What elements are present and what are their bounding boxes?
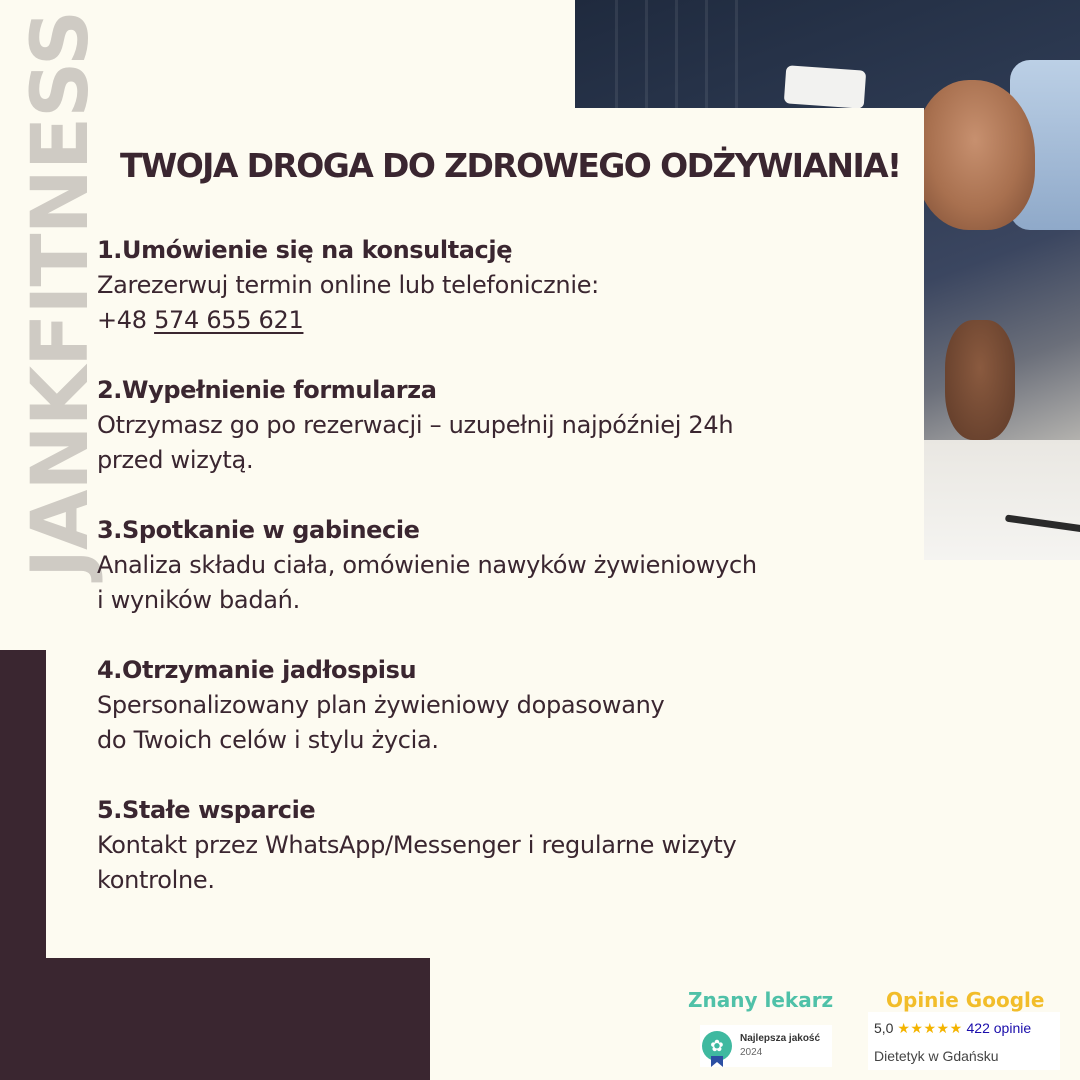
step-heading: 3.Spotkanie w gabinecie (97, 516, 420, 544)
step-1 (97, 232, 897, 338)
page-title: TWOJA DROGA DO ZDROWEGO ODŻYWIANIA! (120, 146, 901, 185)
step-4 (97, 652, 897, 758)
step-2 (97, 372, 897, 478)
brand-wordmark: JANKFITNESS (16, 10, 106, 578)
step-heading: 2.Wypełnienie formularza (97, 376, 437, 404)
business-category: Dietetyk w Gdańsku (874, 1048, 999, 1064)
google-reviews-title: Opinie Google (886, 988, 1045, 1012)
badge-year: 2024 (740, 1047, 763, 1058)
phone-link[interactable]: 574 655 621 (154, 306, 304, 334)
znany-lekarz-title: Znany lekarz (688, 988, 834, 1012)
badge-label: Najlepsza jakość (740, 1033, 821, 1044)
znany-lekarz-badge[interactable] (700, 1025, 832, 1067)
step-body: Spersonalizowany plan żywieniowy dopasowany do Twoich celów i stylu życia. (97, 691, 665, 754)
step-heading: 4.Otrzymanie jadłospisu (97, 656, 417, 684)
step-body: Otrzymasz go po rezerwacji – uzupełnij najpóźniej 24h przed wizytą. (97, 411, 734, 474)
decorative-plum-block (0, 958, 430, 1080)
step-heading: 1.Umówienie się na konsultację (97, 236, 513, 264)
flower-award-icon: ✿ (702, 1031, 732, 1061)
step-body: Zarezerwuj termin online lub telefonicznie: +48 574 655 621 (97, 271, 599, 334)
google-reviews-badge[interactable] (868, 1012, 1060, 1070)
step-5 (97, 792, 897, 898)
rating-score: 5,0 (874, 1020, 894, 1036)
review-count-link[interactable]: 422 opinie (966, 1020, 1032, 1036)
step-body: Kontakt przez WhatsApp/Messenger i regularne wizyty kontrolne. (97, 831, 737, 894)
step-3 (97, 512, 897, 618)
star-rating-icon: ★★★★★ (897, 1020, 963, 1036)
step-body: Analiza składu ciała, omówienie nawyków żywieniowych i wyników badań. (97, 551, 757, 614)
step-heading: 5.Stałe wsparcie (97, 796, 316, 824)
steps-list (97, 232, 897, 932)
